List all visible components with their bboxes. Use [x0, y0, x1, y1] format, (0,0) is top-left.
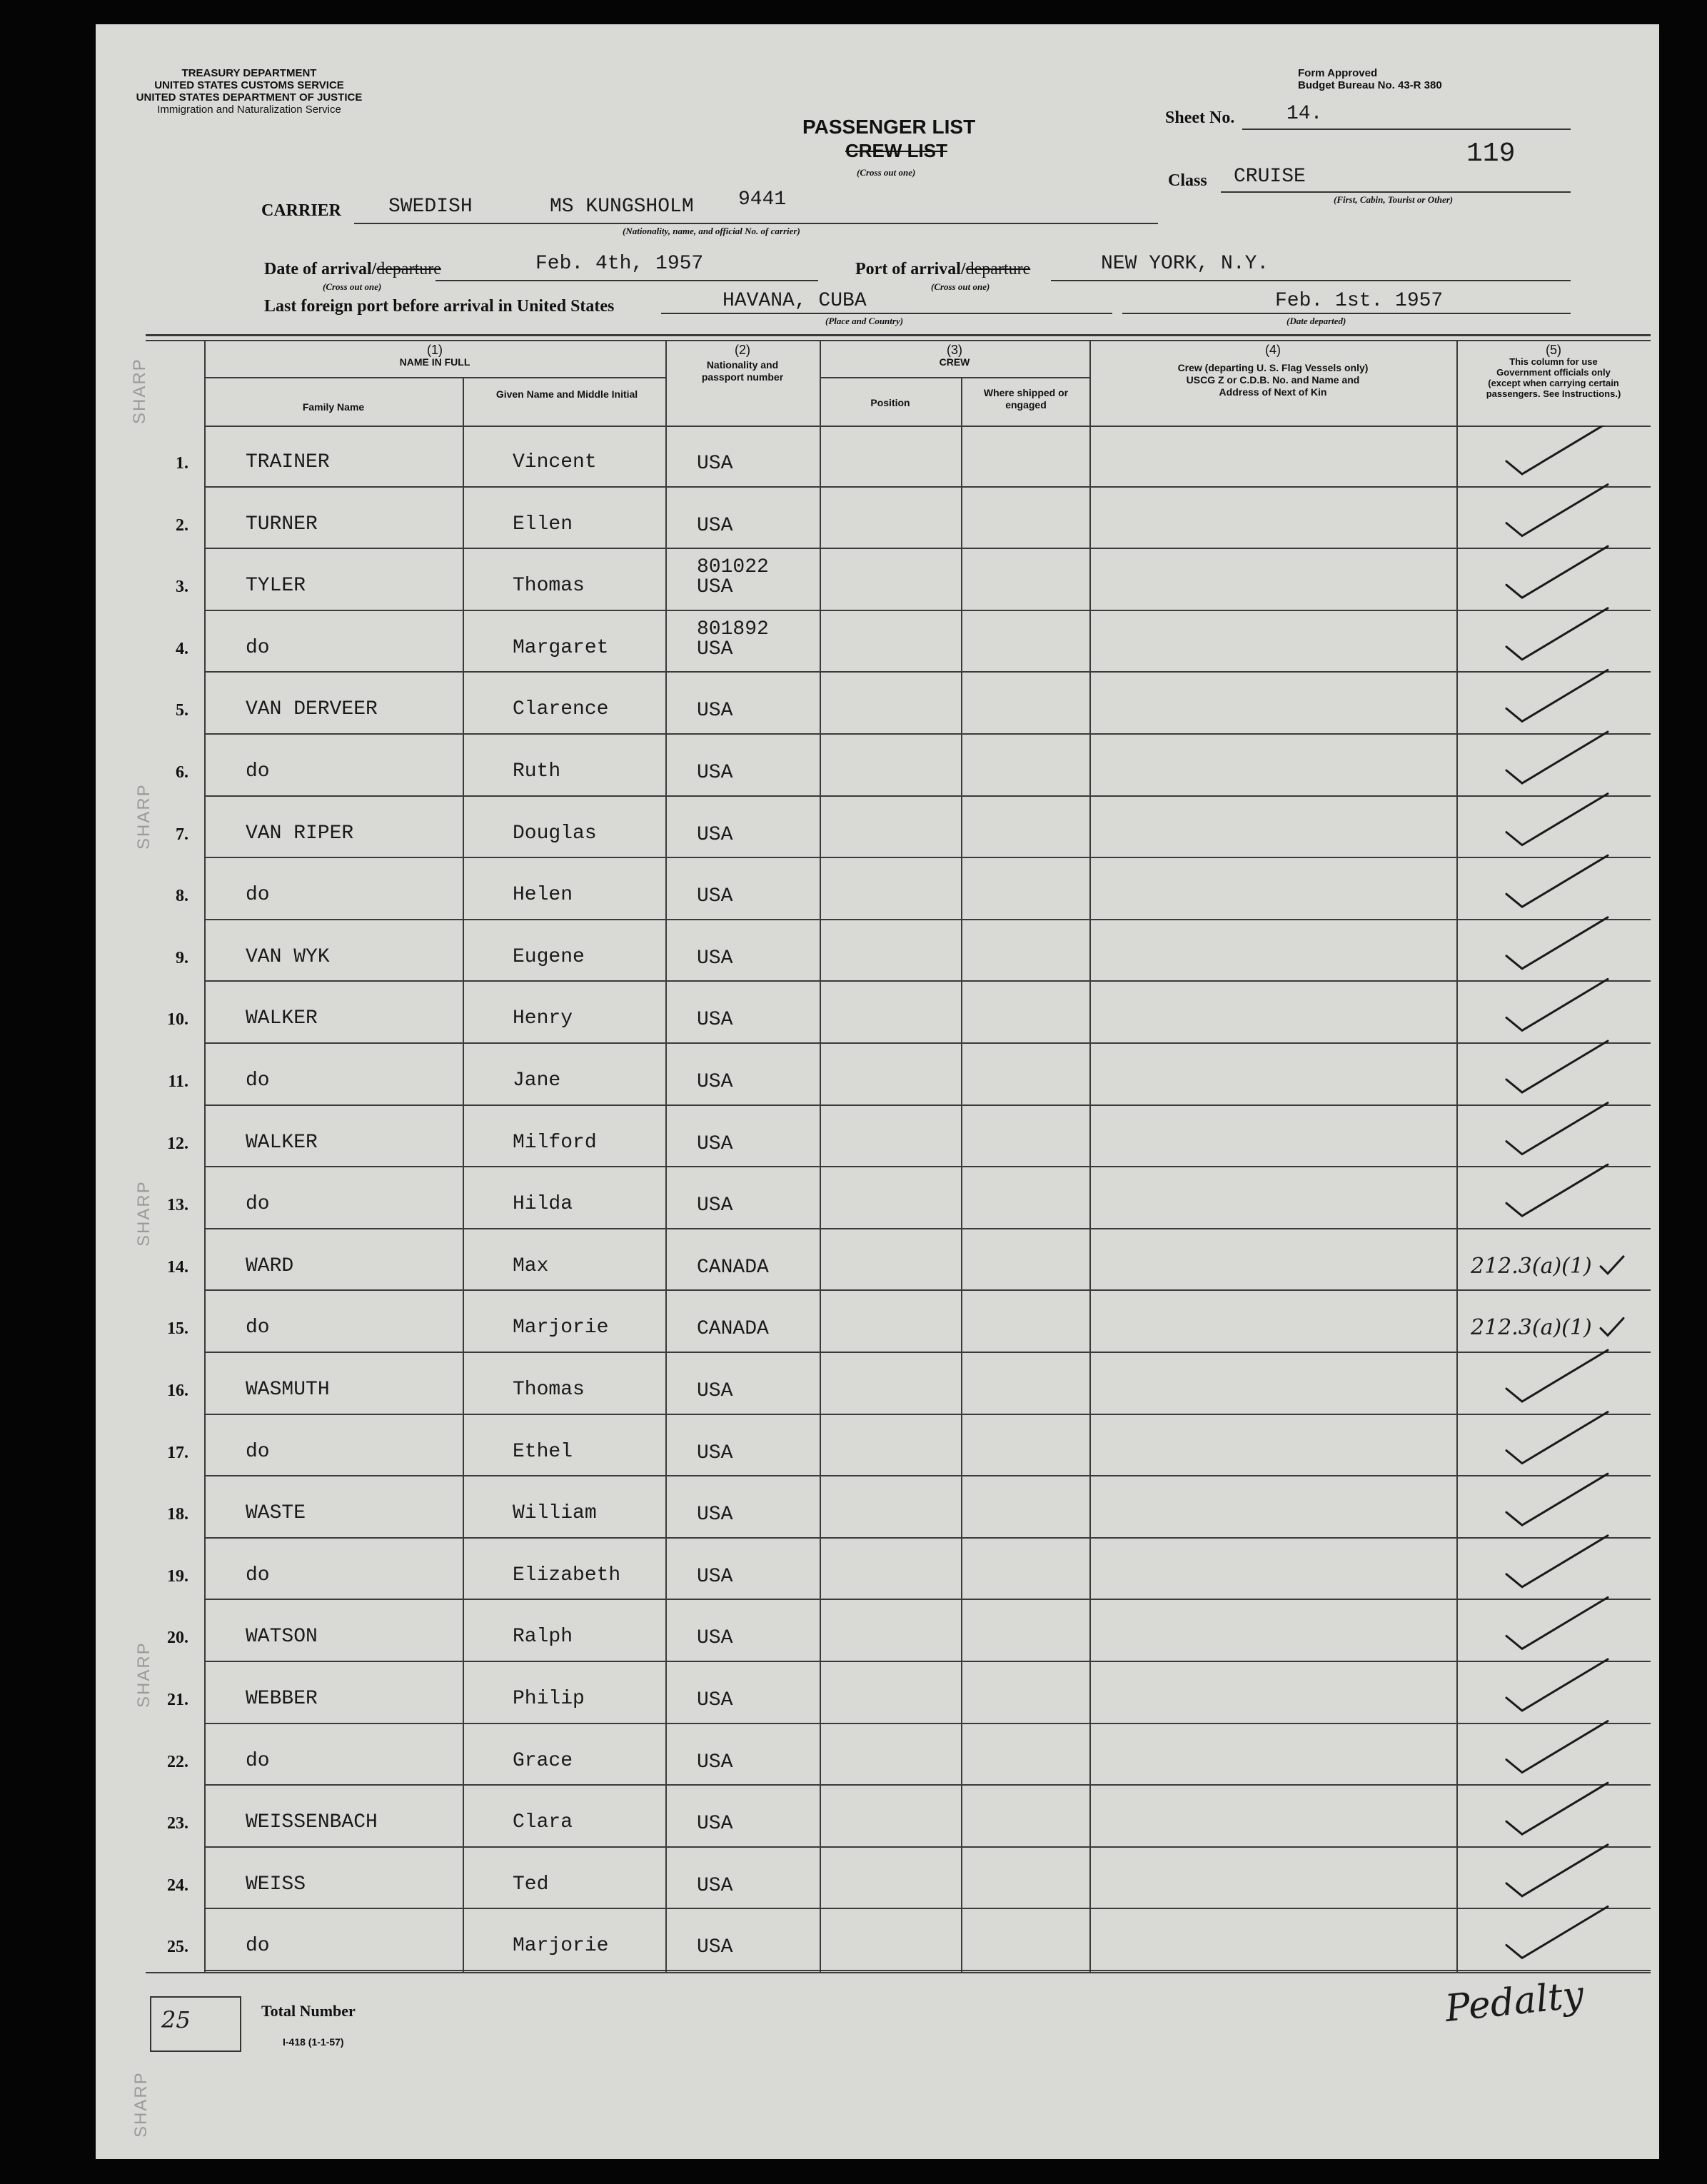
title-note: (Cross out one)	[857, 167, 916, 178]
sheet-value: 14.	[1286, 103, 1323, 125]
arrival-date-underline	[435, 280, 818, 281]
row-rule	[204, 1723, 1651, 1724]
row-number: 3.	[176, 578, 188, 597]
family-name: VAN RIPER	[246, 822, 354, 845]
family-name: WALKER	[246, 1007, 318, 1030]
last-port-underline	[661, 313, 1112, 314]
checkmark-icon	[1506, 979, 1608, 1030]
row-rule	[204, 980, 1651, 982]
margin-stamp-4: SHARP	[134, 1641, 153, 1708]
row-number: 6.	[176, 763, 188, 782]
col3-header	[820, 344, 1089, 368]
family-name: do	[246, 884, 270, 907]
given-name: Ellen	[513, 513, 573, 535]
given-name: William	[513, 1502, 597, 1525]
checkmark-icon	[1506, 670, 1608, 721]
row-rule	[204, 1289, 1651, 1291]
nationality: USA	[697, 1689, 733, 1711]
row-rule	[204, 1908, 1651, 1909]
row-number: 14.	[167, 1257, 188, 1277]
nationality: USA	[697, 1441, 733, 1464]
checkmark-icon	[1506, 1597, 1608, 1649]
family-name: TYLER	[246, 575, 306, 598]
nationality: USA	[697, 1565, 733, 1588]
arrival-date-label	[264, 260, 441, 279]
checkmark-icon	[1506, 608, 1608, 660]
checkmark-icon	[1506, 1041, 1608, 1092]
family-name: do	[246, 636, 270, 659]
given-name: Margaret	[513, 636, 609, 659]
last-port-date-note: (Date departed)	[1286, 316, 1346, 326]
family-name: WEBBER	[246, 1688, 318, 1710]
given-name: Ted	[513, 1873, 549, 1896]
arrival-date-crossed: departure	[376, 260, 441, 278]
given-name: Vincent	[513, 451, 597, 473]
carrier-number: 9441	[738, 188, 787, 211]
row-rule	[204, 1166, 1651, 1167]
family-name: VAN DERVEER	[246, 698, 378, 721]
row-rule	[204, 1661, 1651, 1662]
row-rule	[204, 919, 1651, 920]
row-number: 17.	[167, 1443, 188, 1462]
agency-line-3: UNITED STATES DEPARTMENT OF JUSTICE	[136, 91, 363, 104]
row-number: 5.	[176, 701, 188, 720]
col3-title: CREW	[939, 356, 970, 368]
sheet-label: Sheet No.	[1165, 109, 1235, 127]
row-number: 23.	[167, 1814, 188, 1833]
checkmark-icon	[1506, 794, 1608, 845]
given-name: Thomas	[513, 1379, 585, 1401]
row-number: 15.	[167, 1319, 188, 1339]
nationality: USA	[697, 1071, 733, 1093]
table-top-rule-2	[146, 340, 1651, 341]
agency-line-1: TREASURY DEPARTMENT	[181, 67, 317, 79]
family-name: do	[246, 1749, 270, 1772]
row-number: 10.	[167, 1010, 188, 1030]
col2-title: Nationality and passport number	[701, 359, 784, 383]
given-name: Philip	[513, 1688, 585, 1710]
margin-stamp-3: SHARP	[134, 1180, 153, 1247]
row-number: 1.	[176, 454, 188, 473]
margin-stamp-5: SHARP	[131, 2071, 151, 2138]
row-rule	[204, 1352, 1651, 1353]
table-bottom-rule	[146, 1972, 1651, 1973]
family-name: TURNER	[246, 513, 318, 535]
family-name: WASTE	[246, 1502, 306, 1525]
header-bottom-rule	[204, 426, 1651, 427]
family-name: WEISSENBACH	[246, 1811, 378, 1834]
family-name: do	[246, 1935, 270, 1958]
family-name: do	[246, 1440, 270, 1463]
arrival-port-label-text: Port of arrival/	[855, 260, 966, 278]
col1-number: (1)	[427, 343, 443, 357]
row-number: 12.	[167, 1134, 188, 1153]
nationality: USA	[697, 1874, 733, 1897]
arrival-date-note: (Cross out one)	[323, 281, 382, 292]
row-number: 25.	[167, 1938, 188, 1957]
nationality: USA	[697, 1627, 733, 1650]
col-divider-2	[820, 340, 821, 1972]
form-number: I-418 (1-1-57)	[283, 2036, 344, 2048]
family-name: TRAINER	[246, 451, 330, 473]
agency-line-4: Immigration and Naturalization Service	[157, 104, 341, 116]
row-rule	[204, 671, 1651, 673]
checkmark-icon	[1506, 1659, 1608, 1711]
margin-stamp-2: SHARP	[134, 783, 153, 850]
nationality: USA	[697, 762, 733, 784]
col-divider-1	[665, 340, 667, 1972]
given-name: Ethel	[513, 1440, 573, 1463]
class-underline	[1221, 191, 1571, 193]
passport-number: 801022	[697, 556, 769, 579]
arrival-date-value: Feb. 4th, 1957	[535, 253, 704, 275]
checkmark-icon	[1506, 855, 1608, 907]
class-value: CRUISE	[1234, 166, 1306, 188]
sheet-underline	[1242, 129, 1571, 130]
given-name: Ralph	[513, 1626, 573, 1649]
nationality: CANADA	[697, 1256, 769, 1279]
last-port-date-underline	[1122, 313, 1571, 314]
col3-number: (3)	[947, 343, 962, 357]
checkmark-icon	[1506, 485, 1608, 536]
margin-stamp-1: SHARP	[130, 358, 149, 424]
col4-header	[1089, 344, 1456, 398]
row-rule	[204, 1784, 1651, 1786]
given-name: Max	[513, 1254, 549, 1277]
family-name: do	[246, 1564, 270, 1586]
nationality: USA	[697, 700, 733, 723]
total-box	[150, 1996, 241, 2052]
given-name: Hilda	[513, 1193, 573, 1216]
family-name: WATSON	[246, 1626, 318, 1649]
nationality: USA	[697, 885, 733, 908]
nationality: USA	[697, 1132, 733, 1155]
total-value: 25	[161, 2006, 191, 2033]
row-number: 21.	[167, 1691, 188, 1709]
nationality: USA	[697, 1504, 733, 1526]
checkmark-icon	[1506, 1721, 1608, 1773]
col3a-header: Position	[870, 397, 910, 408]
name-subheader-rule	[204, 377, 665, 378]
nationality: CANADA	[697, 1318, 769, 1341]
family-name: WASMUTH	[246, 1379, 330, 1401]
crew-subheader-rule	[820, 377, 1089, 378]
row-rule	[204, 1414, 1651, 1415]
checkmark-icon	[1506, 917, 1608, 969]
family-name: do	[246, 1193, 270, 1216]
arrival-port-label	[855, 260, 1030, 279]
official-note: 212.3(a)(1)	[1471, 1315, 1592, 1341]
passenger-list-sheet	[96, 24, 1659, 2159]
row-number: 13.	[167, 1196, 188, 1215]
given-name: Elizabeth	[513, 1564, 621, 1586]
row-number: 19.	[167, 1566, 188, 1586]
arrival-port-note: (Cross out one)	[931, 281, 990, 292]
row-rule	[204, 1104, 1651, 1106]
row-rule	[204, 610, 1651, 611]
row-rule	[204, 1537, 1651, 1539]
checkmark-icon	[1506, 1845, 1608, 1896]
row-rule	[204, 1475, 1651, 1476]
official-checkmarks	[1456, 426, 1651, 1972]
nationality: USA	[697, 453, 733, 475]
checkmark-icon	[1601, 1318, 1623, 1335]
col1a-header: Family Name	[302, 401, 365, 413]
arrival-port-value: NEW YORK, N.Y.	[1101, 253, 1269, 275]
page-number: 119	[1466, 139, 1516, 169]
last-port-note: (Place and Country)	[825, 316, 904, 326]
carrier-underline	[354, 223, 1158, 224]
row-number: 8.	[176, 887, 188, 906]
nationality: USA	[697, 576, 733, 599]
row-number: 20.	[167, 1629, 188, 1648]
checkmark-icon	[1506, 1906, 1608, 1958]
row-number: 16.	[167, 1382, 188, 1400]
carrier-label: CARRIER	[261, 201, 342, 220]
checkmark-icon	[1506, 1164, 1608, 1216]
last-port-value: HAVANA, CUBA	[722, 290, 867, 312]
row-number: 24.	[167, 1876, 188, 1895]
col2-number: (2)	[735, 343, 750, 357]
given-name: Clarence	[513, 698, 609, 721]
checkmark-icon	[1506, 732, 1608, 783]
checkmark-icon	[1506, 1783, 1608, 1834]
nationality: USA	[697, 1813, 733, 1836]
given-name: Henry	[513, 1007, 573, 1030]
carrier-note: (Nationality, name, and official No. of carrier)	[623, 226, 800, 236]
total-label: Total Number	[261, 2002, 356, 2020]
passport-number: 801892	[697, 618, 769, 640]
family-name: WARD	[246, 1254, 294, 1277]
row-rule	[204, 795, 1651, 797]
class-note: (First, Cabin, Tourist or Other)	[1334, 194, 1454, 205]
family-name: do	[246, 1317, 270, 1339]
row-number: 9.	[176, 948, 188, 967]
nationality: USA	[697, 514, 733, 537]
family-name: WEISS	[246, 1873, 306, 1896]
col3b-header: Where shipped or engaged	[983, 387, 1069, 411]
nationality: USA	[697, 1194, 733, 1217]
row-rule	[204, 1042, 1651, 1044]
nationality: USA	[697, 823, 733, 846]
given-name: Marjorie	[513, 1317, 609, 1339]
agency-block	[131, 67, 367, 116]
col1-header	[204, 344, 665, 368]
family-name: do	[246, 760, 270, 782]
row-number: 11.	[168, 1072, 188, 1091]
arrival-port-crossed: departure	[965, 260, 1031, 278]
row-number: 4.	[176, 639, 188, 658]
checkmark-icon	[1506, 1536, 1608, 1587]
given-name: Marjorie	[513, 1935, 609, 1958]
col-divider-1a	[463, 377, 464, 1972]
checkmark-icon	[1601, 1257, 1623, 1274]
nationality: USA	[697, 1936, 733, 1959]
col1-title: NAME IN FULL	[399, 356, 470, 368]
col4-title: Crew (departing U. S. Flag Vessels only) USCG Z or C.D.B. No. and Name and Address of Next of Kin	[1177, 362, 1369, 398]
arrival-date-label-text: Date of arrival/	[264, 260, 377, 278]
row-number: 22.	[167, 1752, 188, 1771]
col1b-header: Given Name and Middle Initial	[495, 388, 638, 400]
family-name: VAN WYK	[246, 945, 330, 968]
row-rule	[204, 486, 1651, 488]
checkmark-icon	[1506, 1350, 1608, 1402]
nationality: USA	[697, 947, 733, 970]
given-name: Grace	[513, 1749, 573, 1772]
col4-number: (4)	[1265, 343, 1281, 357]
row-number: 7.	[176, 825, 188, 844]
row-rule	[204, 1846, 1651, 1848]
form-title: PASSENGER LIST	[802, 116, 976, 138]
given-name: Helen	[513, 884, 573, 907]
official-note: 212.3(a)(1)	[1471, 1253, 1592, 1279]
table-top-rule	[146, 334, 1651, 336]
row-rule	[204, 548, 1651, 549]
col-divider-3a	[961, 377, 962, 1972]
col5-title: This column for use Government officials only (except when carrying certain passengers. See Instructions.)	[1486, 356, 1621, 399]
arrival-port-underline	[1051, 280, 1571, 281]
row-rule	[204, 1228, 1651, 1229]
checkmark-icon	[1506, 1412, 1608, 1464]
family-name: do	[246, 1070, 270, 1092]
checkmark-icon	[1506, 1103, 1608, 1154]
col2-header	[665, 344, 820, 383]
col5-number: (5)	[1546, 343, 1561, 357]
carrier-name: MS KUNGSHOLM	[550, 196, 694, 218]
family-name: WALKER	[246, 1131, 318, 1154]
agency-line-2: UNITED STATES CUSTOMS SERVICE	[154, 79, 344, 91]
nationality: USA	[697, 1751, 733, 1773]
checkmark-icon	[1506, 546, 1608, 598]
given-name: Clara	[513, 1811, 573, 1834]
row-rule	[204, 733, 1651, 735]
given-name: Ruth	[513, 760, 561, 782]
carrier-nationality: SWEDISH	[388, 196, 473, 218]
col5-header	[1456, 344, 1651, 399]
form-title-crossed: CREW LIST	[845, 140, 947, 161]
last-port-date-value: Feb. 1st. 1957	[1275, 290, 1444, 312]
row-rule	[204, 1599, 1651, 1600]
given-name: Douglas	[513, 822, 597, 845]
row-number: 2.	[176, 515, 188, 535]
form-approved-block	[1298, 67, 1442, 91]
given-name: Thomas	[513, 575, 585, 598]
given-name: Milford	[513, 1131, 597, 1154]
nationality: USA	[697, 638, 733, 660]
nationality: USA	[697, 1009, 733, 1032]
row-rule	[204, 1970, 1651, 1971]
class-label: Class	[1168, 171, 1207, 190]
given-name: Eugene	[513, 945, 585, 968]
nationality: USA	[697, 1380, 733, 1402]
official-signature: Pedalty	[1443, 1973, 1586, 2031]
row-number: 18.	[167, 1505, 188, 1524]
checkmark-icon	[1506, 426, 1608, 474]
form-approved-line-1: Form Approved	[1298, 67, 1378, 79]
row-rule	[204, 857, 1651, 858]
last-port-label: Last foreign port before arrival in United States	[264, 297, 615, 316]
checkmark-icon	[1506, 1474, 1608, 1525]
given-name: Jane	[513, 1070, 561, 1092]
col-divider-3	[1089, 340, 1091, 1972]
form-approved-line-2: Budget Bureau No. 43-R 380	[1298, 79, 1442, 91]
col-divider-0	[204, 340, 206, 1972]
